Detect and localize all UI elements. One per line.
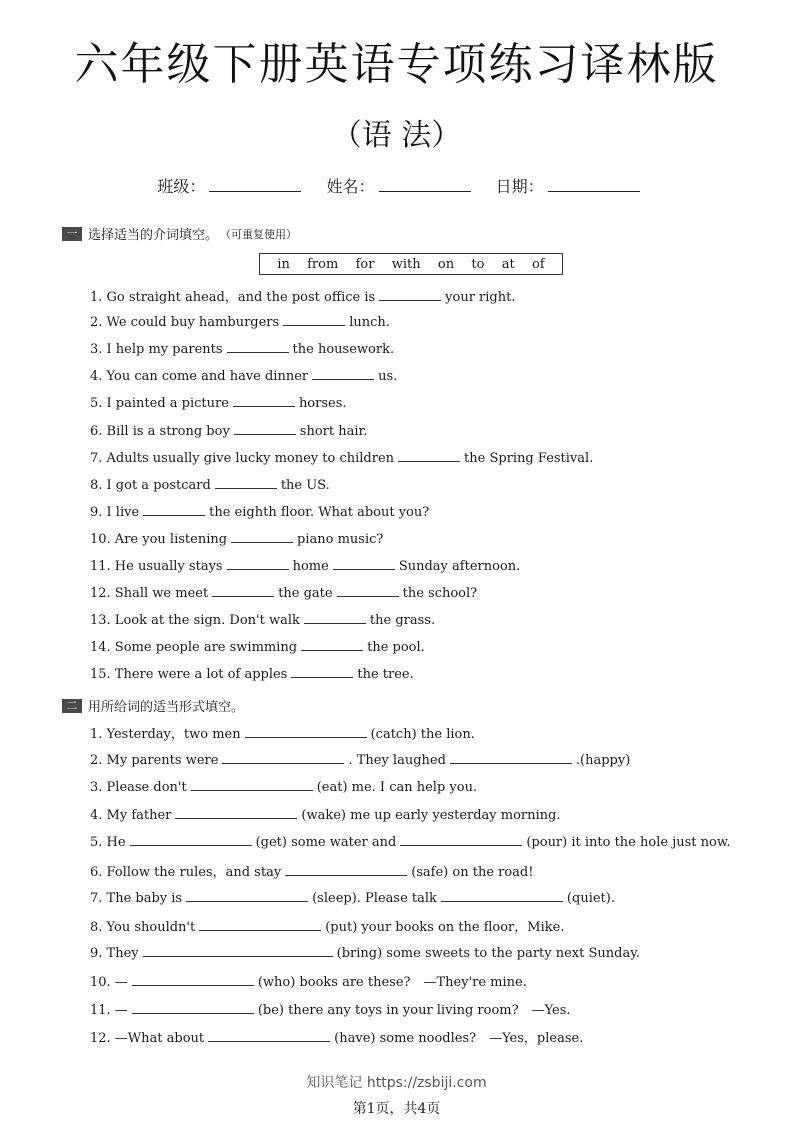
answer-blank[interactable] xyxy=(208,1029,330,1042)
question-text: 14. Some people are swimming xyxy=(90,640,298,656)
question-text: 13. Look at the sign. Don't walk xyxy=(90,613,300,629)
question-text: 8. You shouldn't xyxy=(90,920,196,936)
question-text: the school? xyxy=(402,586,478,602)
name-label: 姓名： xyxy=(326,177,375,196)
question-item xyxy=(90,367,397,384)
question-text: the tree. xyxy=(357,667,414,683)
question-text: (get) some water and xyxy=(255,835,397,851)
answer-blank[interactable] xyxy=(233,394,295,407)
question-text: short hair. xyxy=(299,423,368,439)
answer-blank[interactable] xyxy=(175,806,297,819)
answer-blank[interactable] xyxy=(199,918,321,931)
date-label: 日期： xyxy=(495,177,544,196)
question-item xyxy=(90,999,571,1018)
name-blank[interactable] xyxy=(379,177,471,192)
question-text: lunch. xyxy=(349,315,390,331)
question-text: 1. Go straight ahead，and the post office is xyxy=(90,290,376,305)
question-text: 5. I painted a picture xyxy=(90,396,229,412)
question-item xyxy=(90,861,533,880)
question-item xyxy=(90,665,414,682)
question-text: 4. My father xyxy=(90,807,172,823)
question-item xyxy=(90,422,367,439)
question-text: home xyxy=(292,559,329,574)
question-item xyxy=(90,557,520,574)
section-1-hint: （可重复使用） xyxy=(220,227,298,241)
answer-blank[interactable] xyxy=(337,584,399,597)
word-bank-item: on xyxy=(437,256,455,272)
question-text: 6. Follow the rules，and stay xyxy=(90,865,282,880)
answer-blank[interactable] xyxy=(400,833,522,846)
question-text: 15. There were a lot of apples xyxy=(90,667,288,683)
question-text: 9. I live xyxy=(90,504,140,520)
section-1-badge: 一 xyxy=(62,227,82,241)
question-text: (catch) the lion. xyxy=(370,727,475,742)
question-item xyxy=(90,503,429,520)
answer-blank[interactable] xyxy=(132,1001,254,1014)
question-text: (have) some noodles? —Yes，please. xyxy=(334,1030,584,1046)
word-bank-item: with xyxy=(391,256,421,272)
question-item xyxy=(90,1027,583,1046)
question-text: piano music? xyxy=(297,531,384,547)
question-item xyxy=(90,889,615,906)
question-item xyxy=(90,833,731,850)
answer-blank[interactable] xyxy=(398,449,460,462)
question-text: 12. —What about xyxy=(90,1030,205,1046)
question-item xyxy=(90,723,475,742)
answer-blank[interactable] xyxy=(441,889,563,902)
question-item xyxy=(90,806,561,823)
question-item xyxy=(90,638,425,655)
question-text: (be) there any toys in your living room? —Yes. xyxy=(257,1003,571,1018)
answer-blank[interactable] xyxy=(379,288,441,301)
student-info xyxy=(0,174,793,197)
question-text: the eighth floor. What about you? xyxy=(209,504,430,520)
question-item xyxy=(90,751,630,768)
question-text: (put) your books on the floor，Mike. xyxy=(325,920,565,936)
answer-blank[interactable] xyxy=(450,751,572,764)
question-text: (safe) on the road! xyxy=(411,865,534,880)
page-subtitle: （语 法） xyxy=(331,118,462,153)
question-text: (quiet). xyxy=(566,890,615,906)
question-item xyxy=(90,611,435,628)
question-item xyxy=(90,313,390,330)
question-text: 2. We could buy hamburgers xyxy=(90,315,280,331)
date-blank[interactable] xyxy=(548,177,640,192)
answer-blank[interactable] xyxy=(234,422,296,435)
question-text: (eat) me. I can help you. xyxy=(316,780,478,796)
question-text: 7. The baby is xyxy=(90,890,183,906)
question-text: 6. Bill is a strong boy xyxy=(90,423,230,439)
question-text: (wake) me up early yesterday morning. xyxy=(301,807,561,823)
question-item xyxy=(90,476,330,493)
question-text: your right. xyxy=(445,290,516,305)
section-1-title: 选择适当的介词填空。 xyxy=(88,228,219,243)
answer-blank[interactable] xyxy=(212,584,274,597)
question-item xyxy=(90,394,347,411)
answer-blank[interactable] xyxy=(132,973,254,986)
answer-blank[interactable] xyxy=(285,863,407,876)
answer-blank[interactable] xyxy=(291,665,353,678)
answer-blank[interactable] xyxy=(301,638,363,651)
question-item xyxy=(90,286,516,305)
answer-blank[interactable] xyxy=(222,751,344,764)
answer-blank[interactable] xyxy=(215,476,277,489)
question-text: us. xyxy=(378,369,398,385)
question-text: horses. xyxy=(298,396,347,412)
answer-blank[interactable] xyxy=(283,313,345,326)
question-text: 3. I help my parents xyxy=(90,342,223,358)
class-label: 班级： xyxy=(157,177,206,196)
word-bank xyxy=(259,253,563,275)
class-blank[interactable] xyxy=(209,177,301,192)
question-item xyxy=(90,449,593,466)
answer-blank[interactable] xyxy=(143,944,333,957)
question-item xyxy=(90,916,564,935)
answer-blank[interactable] xyxy=(304,611,366,624)
answer-blank[interactable] xyxy=(312,367,374,380)
question-text: the pool. xyxy=(367,640,425,656)
question-text: the gate xyxy=(278,586,333,602)
question-text: (pour) it into the hole just now. xyxy=(526,835,731,851)
answer-blank[interactable] xyxy=(143,503,205,516)
answer-blank[interactable] xyxy=(231,530,293,543)
answer-blank[interactable] xyxy=(130,833,252,846)
question-item xyxy=(90,584,477,601)
question-text: 10. — xyxy=(90,975,128,991)
word-bank-item: at xyxy=(501,256,515,272)
question-text: 3. Please don't xyxy=(90,780,187,796)
section-1-heading xyxy=(62,224,297,243)
question-text: 12. Shall we meet xyxy=(90,586,209,602)
word-bank-item: to xyxy=(471,256,485,272)
question-text: . They laughed xyxy=(348,752,446,768)
question-text: 4. You can come and have dinner xyxy=(90,369,309,385)
question-text: .(happy) xyxy=(575,752,631,768)
question-item xyxy=(90,944,640,961)
question-item xyxy=(90,971,527,990)
section-2-title: 用所给词的适当形式填空。 xyxy=(88,700,245,715)
section-2-badge: 二 xyxy=(62,699,82,713)
question-text: (sleep). Please talk xyxy=(312,890,437,906)
word-bank-item: in xyxy=(277,256,290,272)
answer-blank[interactable] xyxy=(186,889,308,902)
section-2-heading xyxy=(62,696,244,715)
page-number: 第1页，共4页 xyxy=(352,1101,441,1117)
question-text: Sunday afternoon. xyxy=(398,559,521,574)
word-bank-item: for xyxy=(355,256,375,272)
question-text: the housework. xyxy=(292,342,395,358)
question-text: the Spring Festival. xyxy=(464,450,594,466)
answer-blank[interactable] xyxy=(227,340,289,353)
question-text: 1. Yesterday，two men xyxy=(90,727,241,742)
page-title: 六年级下册英语专项练习译林版 xyxy=(74,39,719,90)
question-text: 7. Adults usually give lucky money to children xyxy=(90,450,395,466)
question-item xyxy=(90,530,383,547)
word-bank-item: from xyxy=(307,256,339,272)
question-text: 5. He xyxy=(90,835,126,851)
question-text: 10. Are you listening xyxy=(90,531,228,547)
question-text: 11. He usually stays xyxy=(90,559,223,574)
question-text: the US. xyxy=(280,477,330,493)
question-text: (bring) some sweets to the party next Sunday. xyxy=(336,945,640,961)
question-text: 9. They xyxy=(90,945,139,961)
answer-blank[interactable] xyxy=(191,778,313,791)
answer-blank[interactable] xyxy=(333,557,395,570)
footer-watermark: 知识笔记 https://zsbiji.com xyxy=(306,1075,487,1091)
question-text: 11. — xyxy=(90,1003,128,1018)
answer-blank[interactable] xyxy=(245,725,367,738)
question-text: 2. My parents were xyxy=(90,752,219,768)
question-text: the grass. xyxy=(369,613,436,629)
question-text: (who) books are these? —They're mine. xyxy=(257,975,527,991)
answer-blank[interactable] xyxy=(227,557,289,570)
question-text: 8. I got a postcard xyxy=(90,477,211,493)
question-item xyxy=(90,778,477,795)
question-item xyxy=(90,340,394,357)
word-bank-item: of xyxy=(531,256,545,272)
